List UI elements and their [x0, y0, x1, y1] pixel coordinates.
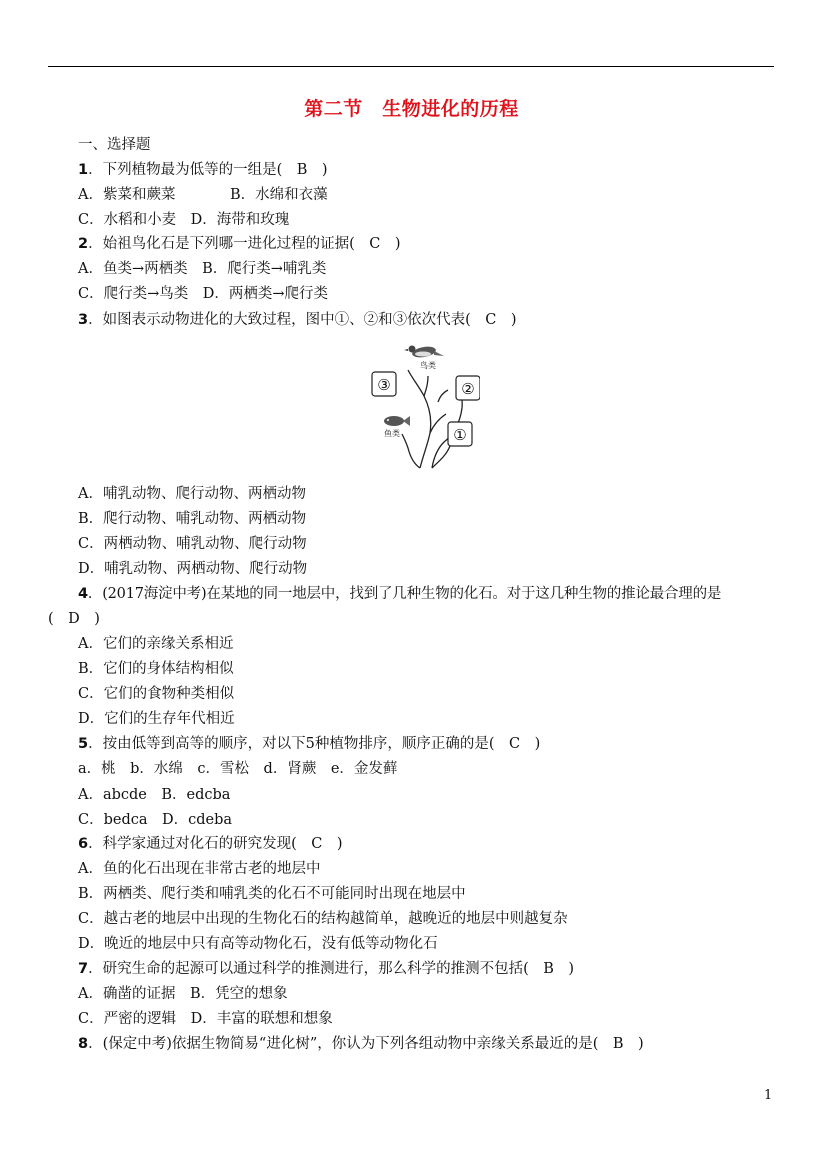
box-3-label: ③ — [377, 376, 391, 394]
option-a: A．紫菜和蕨菜 — [78, 187, 176, 203]
question-stem: ．(2017海淀中考)在某地的同一地层中，找到了几种生物的化石。对于这几种生物的推论最合理的是 — [87, 586, 722, 602]
question-3 — [78, 311, 517, 329]
question-number: 4 — [78, 586, 88, 602]
q5-items: a．桃 b．水绵 c．雪松 d．肾蕨 e．金发藓 — [78, 761, 398, 777]
question-stem: ．研究生命的起源可以通过科学的推测进行，那么科学的推测不包括( B ) — [88, 961, 575, 977]
q6-option-b: B．两栖类、爬行类和哺乳类的化石不可能同时出现在地层中 — [78, 886, 466, 902]
question-number: 8 — [78, 1036, 89, 1052]
q2-options-ab: A．鱼类→两栖类 B．爬行类→哺乳类 — [78, 261, 327, 277]
question-stem: ．下列植物最为低等的一组是( B ) — [88, 162, 328, 178]
question-number: 3 — [78, 312, 89, 328]
question-stem: ．始祖鸟化石是下列哪一进化过程的证据( C ) — [88, 236, 401, 252]
q1-options-ab — [78, 186, 328, 204]
section-heading: 一、选择题 — [78, 137, 151, 153]
q6-option-d: D．晚近的地层中只有高等动物化石，没有低等动物化石 — [78, 936, 438, 952]
fish-illustration — [384, 416, 410, 426]
question-5 — [78, 735, 540, 753]
header-rule — [48, 66, 774, 67]
q4-option-c: C．它们的食物种类相似 — [78, 686, 235, 702]
option-b: B．水绵和衣藻 — [230, 187, 328, 203]
question-6 — [78, 835, 343, 853]
q6-option-a: A．鱼的化石出现在非常古老的地层中 — [78, 861, 321, 877]
question-stem: ．如图表示动物进化的大致过程，图中①、②和③依次代表( C ) — [88, 312, 517, 328]
question-8 — [78, 1035, 644, 1053]
question-1 — [78, 161, 328, 179]
question-2 — [78, 235, 401, 253]
question-number: 5 — [78, 736, 89, 752]
bird-label: 鸟类 — [420, 361, 436, 370]
evolution-tree-figure — [368, 338, 480, 472]
question-number: 6 — [78, 836, 89, 852]
question-4 — [78, 585, 721, 603]
q7-options-ab: A．确凿的证据 B．凭空的想象 — [78, 986, 288, 1002]
tree-branches — [402, 370, 462, 468]
q3-option-d: D．哺乳动物、两栖动物、爬行动物 — [78, 561, 308, 577]
q5-options-cd: C．bedca D．cdeba — [78, 812, 233, 828]
q1-options-cd: C．水稻和小麦 D．海带和玫瑰 — [78, 212, 290, 228]
q4-option-b: B．它们的身体结构相似 — [78, 661, 234, 677]
q2-options-cd: C．爬行类→鸟类 D．两栖类→爬行类 — [78, 286, 329, 302]
question-number: 1 — [78, 162, 89, 178]
q4-option-d: D．它们的生存年代相近 — [78, 711, 235, 727]
page-title: 第二节 生物进化的历程 — [304, 98, 519, 120]
page-number: 1 — [764, 1088, 773, 1103]
fish-label: 鱼类 — [384, 429, 400, 438]
q3-option-b: B．爬行动物、哺乳动物、两栖动物 — [78, 511, 307, 527]
question-stem: ．按由低等到高等的顺序，对以下5种植物排序，顺序正确的是( C ) — [88, 736, 541, 752]
q6-option-c: C．越古老的地层中出现的生物化石的结构越简单，越晚近的地层中则越复杂 — [78, 911, 568, 927]
box-1-label: ① — [453, 426, 467, 444]
question-stem: ．科学家通过对化石的研究发现( C ) — [88, 836, 343, 852]
box-2-label: ② — [461, 380, 475, 398]
q5-options-ab: A．abcde B．edcba — [78, 787, 231, 803]
q3-option-c: C．两栖动物、哺乳动物、爬行动物 — [78, 536, 307, 552]
question-number: 7 — [78, 961, 89, 977]
q3-option-a: A．哺乳动物、爬行动物、两栖动物 — [78, 486, 306, 502]
q7-options-cd: C．严密的逻辑 D．丰富的联想和想象 — [78, 1011, 333, 1027]
q4-option-a: A．它们的亲缘关系相近 — [78, 636, 234, 652]
question-stem: ．(保定中考)依据生物简易“进化树”，你认为下列各组动物中亲缘关系最近的是( B ) — [88, 1036, 644, 1052]
question-7 — [78, 960, 574, 978]
q4-answer: ( D ) — [48, 611, 100, 627]
bird-illustration — [404, 345, 444, 359]
question-number: 2 — [78, 236, 89, 252]
